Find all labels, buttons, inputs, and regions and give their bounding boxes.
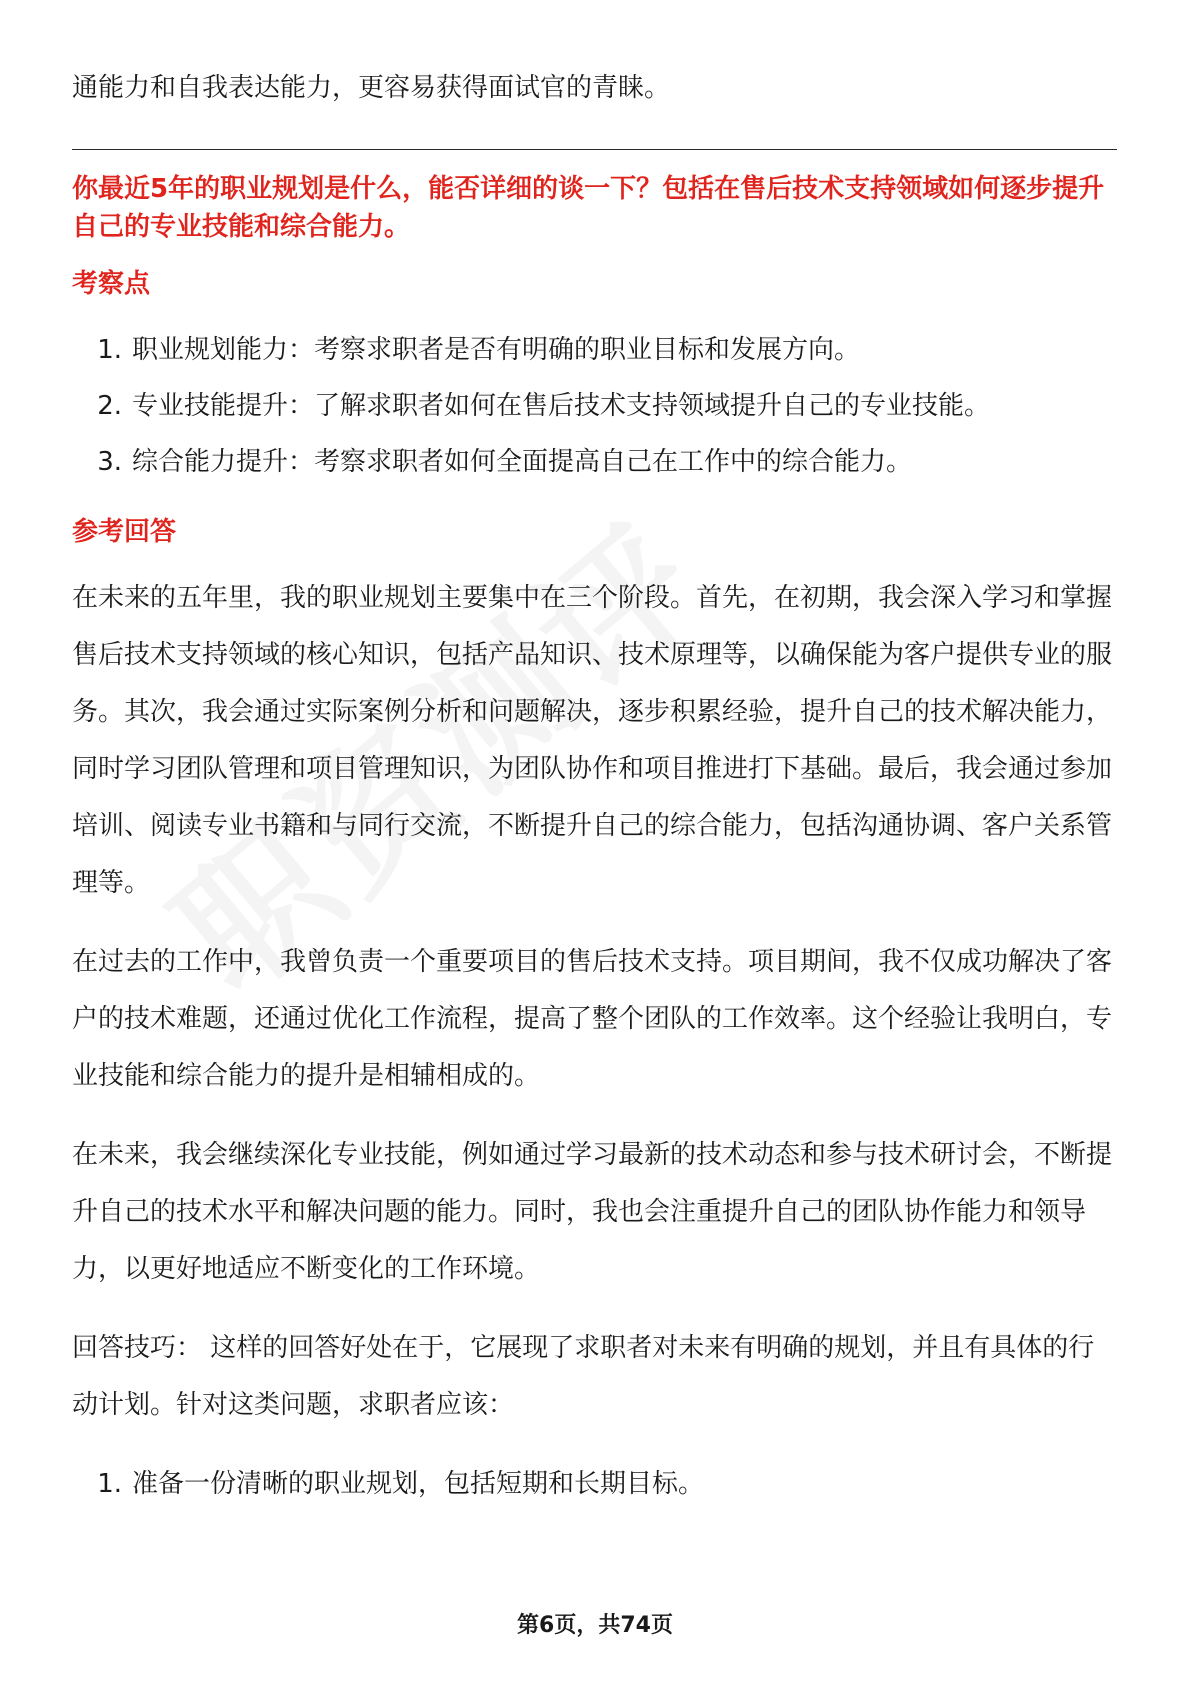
page-footer: 第6页，共74页 — [517, 1613, 673, 1638]
list-item — [72, 378, 1117, 434]
list-item-number: 2. — [97, 391, 122, 421]
list-item-number: 3. — [97, 447, 122, 477]
list-item-text: 专业技能提升：了解求职者如何在售后技术支持领域提升自己的专业技能。 — [132, 391, 991, 421]
list-item — [72, 434, 1117, 490]
answer-tips-paragraph: 回答技巧： 这样的回答好处在于，它展现了求职者对未来有明确的规划，并且有具体的行动计划。针对这类问题，求职者应该： — [72, 1333, 1095, 1420]
list-item — [72, 322, 1117, 378]
answer-paragraph: 在未来的五年里，我的职业规划主要集中在三个阶段。首先，在初期，我会深入学习和掌握售后技术支持领域的核心知识，包括产品知识、技术原理等，以确保能为客户提供专业的服务。其次，我会通过实际案例分析和问题解决，逐步积累经验，提升自己的技术解决能力，同时学习团队管理和项目管理知识，为团队协作和项目推进打下基础。最后，我会通过参加培训、阅读专业书籍和与同行交流，不断提升自己的综合能力，包括沟通协调、客户关系管理等。 — [72, 583, 1113, 898]
section-divider — [72, 149, 1117, 150]
list-item-number: 1. — [97, 335, 122, 365]
answer-paragraph: 在过去的工作中，我曾负责一个重要项目的售后技术支持。项目期间，我不仅成功解决了客户的技术难题，还通过优化工作流程，提高了整个团队的工作效率。这个经验让我明白，专业技能和综合能力的提升是相辅相成的。 — [72, 947, 1113, 1091]
list-item — [72, 1456, 1117, 1512]
intro-tail-paragraph: 通能力和自我表达能力，更容易获得面试官的青睐。 — [72, 73, 671, 103]
list-item-text: 准备一份清晰的职业规划，包括短期和长期目标。 — [132, 1469, 705, 1499]
tips-list — [72, 1456, 1117, 1512]
focus-section-title: 考察点 — [72, 269, 151, 299]
list-item-text: 职业规划能力：考察求职者是否有明确的职业目标和发展方向。 — [132, 335, 861, 365]
page-content — [72, 60, 1117, 1512]
focus-list — [72, 322, 1117, 490]
answer-section-title: 参考回答 — [72, 517, 177, 547]
interview-question: 你最近5年的职业规划是什么，能否详细的谈一下？包括在售后技术支持领域如何逐步提升自己的专业技能和综合能力。 — [72, 174, 1105, 242]
list-item-text: 综合能力提升：考察求职者如何全面提高自己在工作中的综合能力。 — [132, 447, 913, 477]
list-item-number: 1. — [97, 1469, 122, 1499]
answer-paragraph: 在未来，我会继续深化专业技能，例如通过学习最新的技术动态和参与技术研讨会，不断提升自己的技术水平和解决问题的能力。同时，我也会注重提升自己的团队协作能力和领导力，以更好地适应不断变化的工作环境。 — [72, 1140, 1113, 1284]
